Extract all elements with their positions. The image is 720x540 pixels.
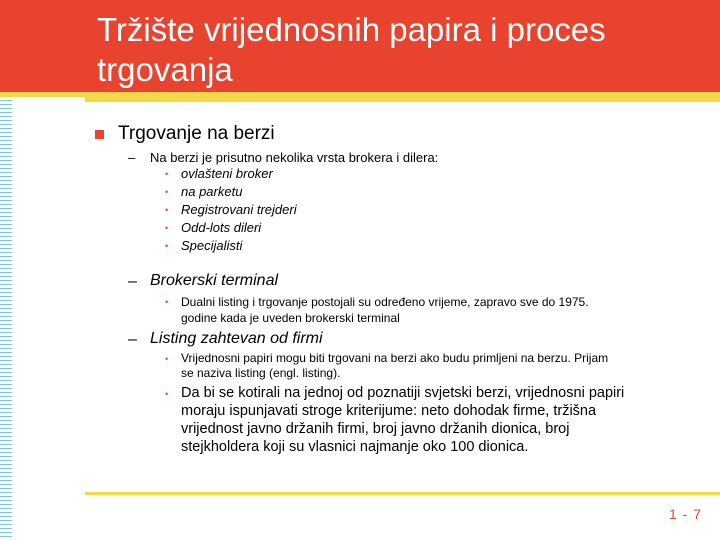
main-heading: Trgovanje na berzi (118, 123, 275, 144)
decorative-stripe (0, 92, 12, 540)
dash-bullet: – (128, 150, 136, 165)
dash-bullet: – (128, 273, 137, 290)
broker-item: na parketu (181, 184, 243, 199)
bullet-icon: • (165, 354, 169, 364)
bullet-icon: • (165, 169, 169, 179)
criteria-text-line: Da bi se kotirali na jednoj od poznatiji svjetski berzi, vrijednosni papiri (181, 385, 625, 401)
bullet-icon: • (165, 187, 169, 197)
slide-title: Tržište vrijednosnih papira i proces trgovanja (97, 11, 606, 88)
terminal-text-line: godine kada je uveden brokerski terminal (181, 311, 400, 325)
top-rule (85, 92, 720, 102)
square-bullet-icon (95, 130, 104, 139)
broker-item: Specijalisti (181, 238, 243, 253)
section-listing: Listing zahtevan od firmi (150, 330, 323, 347)
listing-text-line: Vrijednosni papiri mogu biti trgovani na berzi ako budu primljeni na berzu. Prijam (181, 351, 609, 365)
section-brokerski-terminal: Brokerski terminal (150, 272, 279, 289)
bullet-icon: • (165, 389, 169, 399)
bullet-icon: • (165, 241, 169, 251)
bullet-icon: • (165, 297, 169, 307)
top-rule-left (0, 92, 85, 97)
page-number: 1 - 7 (668, 506, 702, 522)
criteria-text-line: vrijednost javno držanih firmi, broj javno držanih dionica, broj (181, 421, 570, 437)
listing-text-line: se naziva listing (engl. listing). (181, 366, 341, 380)
criteria-text-line: moraju ispunjavati stroge kriterijume: neto dohodak firme, tržišna (181, 403, 597, 419)
bullet-icon: • (165, 223, 169, 233)
bullet-icon: • (165, 205, 169, 215)
broker-item: Registrovani trejderi (181, 202, 297, 217)
terminal-text-line: Dualni listing i trgovanje postojali su određeno vrijeme, zapravo sve do 1975. (181, 295, 589, 309)
dash-bullet: – (128, 331, 137, 348)
broker-item: ovlašteni broker (181, 166, 273, 181)
bottom-rule (85, 492, 720, 495)
intro-text: Na berzi je prisutno nekolika vrsta brokera i dilera: (150, 150, 439, 165)
criteria-text-line: stejkholdera koji su vlasnici najmanje oko 100 dionica. (181, 439, 529, 455)
broker-item: Odd-lots dileri (181, 220, 262, 235)
